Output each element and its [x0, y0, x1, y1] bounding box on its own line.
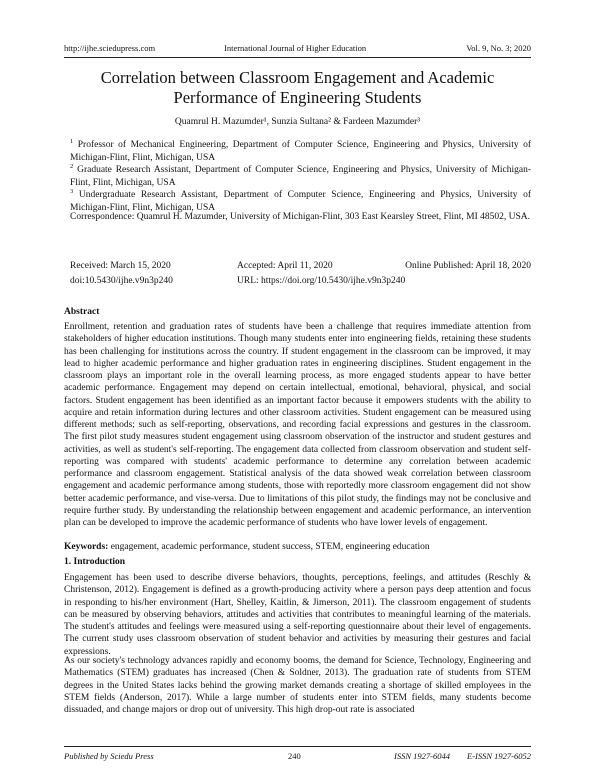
introduction-paragraph-1: Engagement has been used to describe diverse behaviors, thoughts, perceptions, feelings, and attitudes (Reschly & Christenson, 2012). Engagement is defined as a growth-producing activity where a person pays deep attention and focus in responding to his/her environment (Hart, Shelley, Kaitlin, & Jimerson, 2011). The classroom engagement of students can be measured by observing behaviors, attitudes and activities that contributes to meaningful learning of the materials. The student's attitudes and feelings were measured using a self-reporting questionnaire about their level of engagements. The current study uses classroom observation of student behavior and activities by measuring their gestures and facial expressions.: [64, 573, 531, 657]
published-date: Online Published: April 18, 2020: [405, 261, 531, 271]
affiliation-2: [70, 161, 531, 189]
header-rule: [64, 57, 531, 58]
keywords-label: Keywords:: [64, 542, 109, 552]
affiliation-marker: 2: [70, 163, 74, 170]
doi-url[interactable]: URL: https://doi.org/10.5430/ijhe.v9n3p240: [237, 276, 406, 286]
doi: doi:10.5430/ijhe.v9n3p240: [70, 276, 173, 286]
introduction-paragraph-2: As our society's technology advances rapidly and economy booms, the demand for Science, Technology, Engineering and Mathematics (STEM) graduates has increased (Chen & Soldner, 2013). The graduation rate of students from STEM degrees in the United States lacks behind the growing market demands creating a shortage of skilled employees in the STEM fields (Anderson, 2017). While a large number of students enter into STEM fields, many students become dissuaded, and change majors or drop out of university. This high drop-out rate is associated: [64, 656, 531, 715]
keywords: [64, 541, 531, 553]
affiliation-1: [70, 136, 531, 164]
affiliation-3: [70, 186, 531, 214]
correspondence: Correspondence: Quamrul H. Mazumder, University of Michigan-Flint, 303 East Kearsley Street, Flint, MI 48502, USA.: [70, 212, 531, 222]
volume-info: Vol. 9, No. 3; 2020: [466, 43, 531, 53]
accepted-date: Accepted: April 11, 2020: [237, 261, 333, 271]
keywords-text: engagement, academic performance, student success, STEM, engineering education: [110, 542, 430, 552]
affiliation-marker: 3: [70, 188, 74, 195]
received-date: Received: March 15, 2020: [70, 261, 171, 271]
running-footer: [64, 751, 531, 763]
issn: ISSN 1927-6044: [394, 751, 450, 761]
publisher: Published by Sciedu Press: [64, 751, 154, 761]
eissn: E-ISSN 1927-6052: [467, 751, 531, 761]
abstract-heading: Abstract: [64, 307, 100, 317]
footer-rule: [64, 746, 531, 747]
journal-name: International Journal of Higher Education: [224, 43, 367, 53]
abstract-text: Enrollment, retention and graduation rates of students have been a challenge that requires immediate attention from stakeholders of higher education institutions. Though many students enter into engineering fields, retaining these students has been challenging for institutions across the country. If student engagement in the classroom can be improved, it may lead to higher academic performance and higher graduation rates in engineering disciplines. Student engagement in the classroom plays an important role in the overall learning process, as more engaged students appear to have better academic performance. Engagement may depend on certain intellectual, emotional, behavioral, physical, and social factors. Student engagement has been identified as an important factor because it empowers students with the ability to acquire and retain information during lectures and other classroom activities. Student engagement can be measured using different methods; such as self-reporting, observations, and recording facial expressions and gestures in the classroom. The first pilot study measures student engagement using classroom observation of the instructor and student gestures and activities, as well as student's self-reporting. The engagement data collected from classroom observation and student self-reporting was compared with students' academic performance to determine any correlation between academic performance and classroom engagement. Statistical analysis of the data showed weak correlation between classroom engagement and academic performance among students, those with reportedly more classroom engagement did not show better academic performance, and vise-versa. Due to limitations of this pilot study, the findings may not be conclusive and require further study. By understanding the relationship between engagement and academic performance, an intervention plan can be developed to improve the academic performance of students who have lower levels of engagement.: [64, 322, 531, 528]
running-header: [64, 43, 531, 55]
paper-title: Correlation between Classroom Engagement and Academic Performance of Engineering Students: [100, 68, 495, 107]
affiliation-text: Professor of Mechanical Engineering, Department of Computer Science, Engineering and Physics, University of Michigan-Flint, Flint, Michigan, USA: [70, 140, 532, 163]
affiliation-text: Undergraduate Research Assistant, Department of Computer Science, Engineering and Physics, University of Michigan-Flint, Flint, Michigan, USA: [70, 190, 532, 213]
introduction-heading: 1. Introduction: [64, 557, 126, 567]
affiliation-text: Graduate Research Assistant, Department of Computer Science, Engineering and Physics, University of Michigan-Flint, Flint, Michigan, USA: [70, 165, 532, 188]
journal-url[interactable]: http://ijhe.sciedupress.com: [64, 43, 156, 53]
author-list: Quamrul H. Mazumder¹, Sunzia Sultana² & Fardeen Mazumder³: [174, 117, 421, 127]
affiliation-marker: 1: [70, 138, 74, 145]
page-number: 240: [288, 751, 301, 761]
